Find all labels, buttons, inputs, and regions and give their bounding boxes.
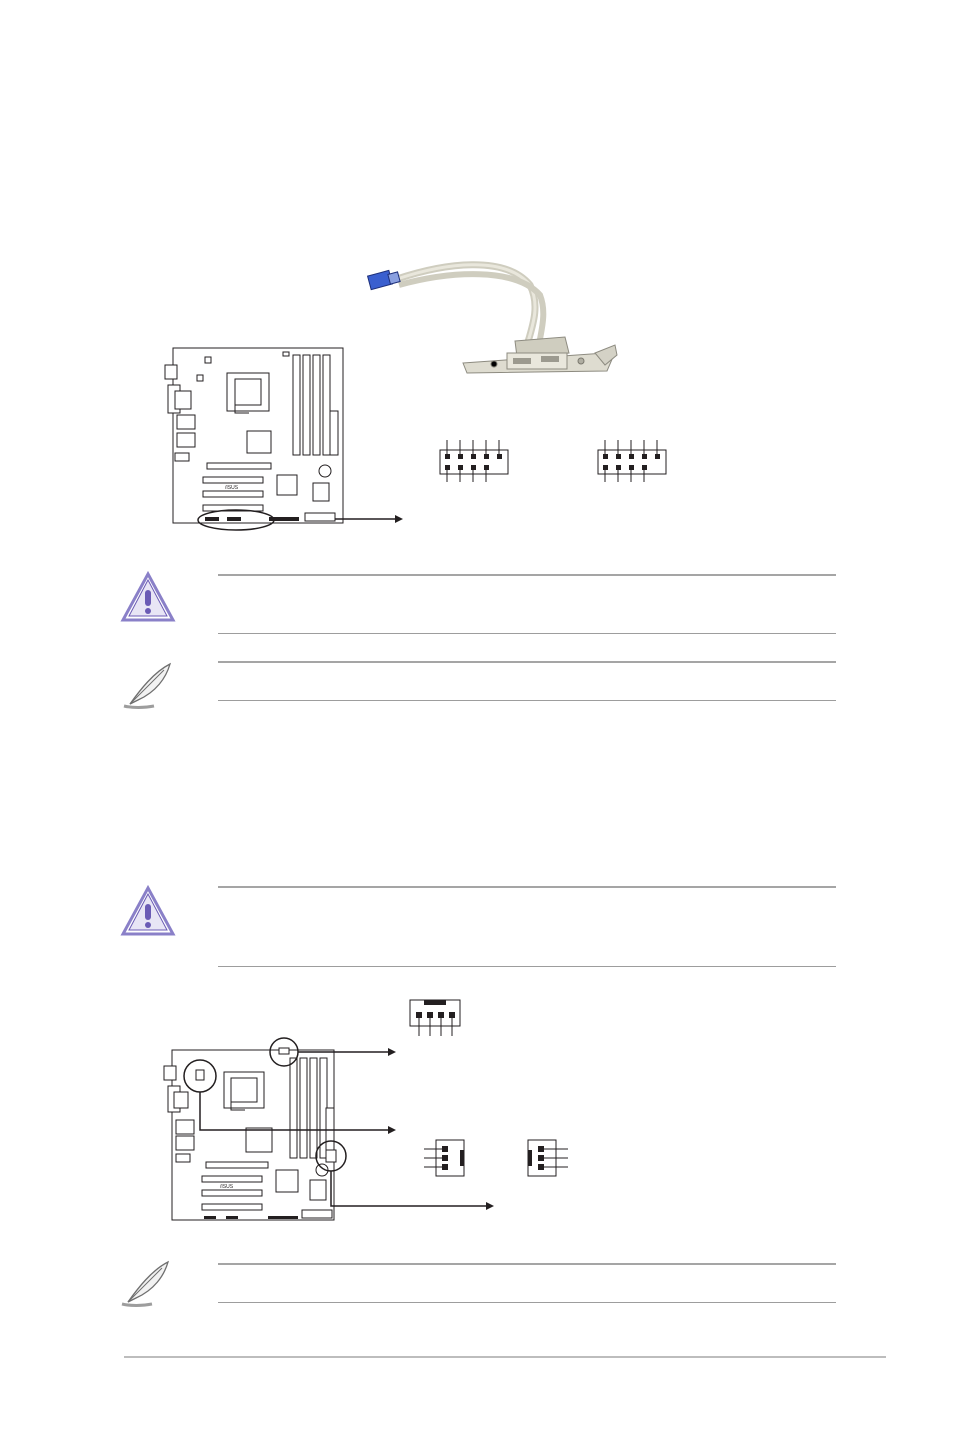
note-top-rule: [218, 1263, 836, 1265]
pin-header-diagram: [432, 440, 672, 485]
caution-bottom-rule: [218, 633, 836, 634]
svg-text:/ISUS: /ISUS: [225, 485, 239, 491]
caution-triangle-icon: [120, 570, 176, 624]
pin-header-diagram: [420, 1136, 580, 1180]
note-feather-icon: [118, 1258, 174, 1308]
motherboard-layout-diagram: [165, 345, 405, 535]
caution-triangle-icon: [120, 884, 176, 938]
caution-bottom-rule: [218, 966, 836, 967]
note-bottom-rule: [218, 1302, 836, 1303]
note-bottom-rule: [218, 700, 836, 701]
svg-text:/ISUS: /ISUS: [220, 1184, 234, 1190]
footer-rule: [124, 1356, 886, 1358]
caution-top-rule: [218, 574, 836, 576]
caution-top-rule: [218, 886, 836, 888]
motherboard-layout-diagram: [160, 1030, 500, 1225]
note-feather-icon: [120, 660, 176, 710]
note-top-rule: [218, 661, 836, 663]
